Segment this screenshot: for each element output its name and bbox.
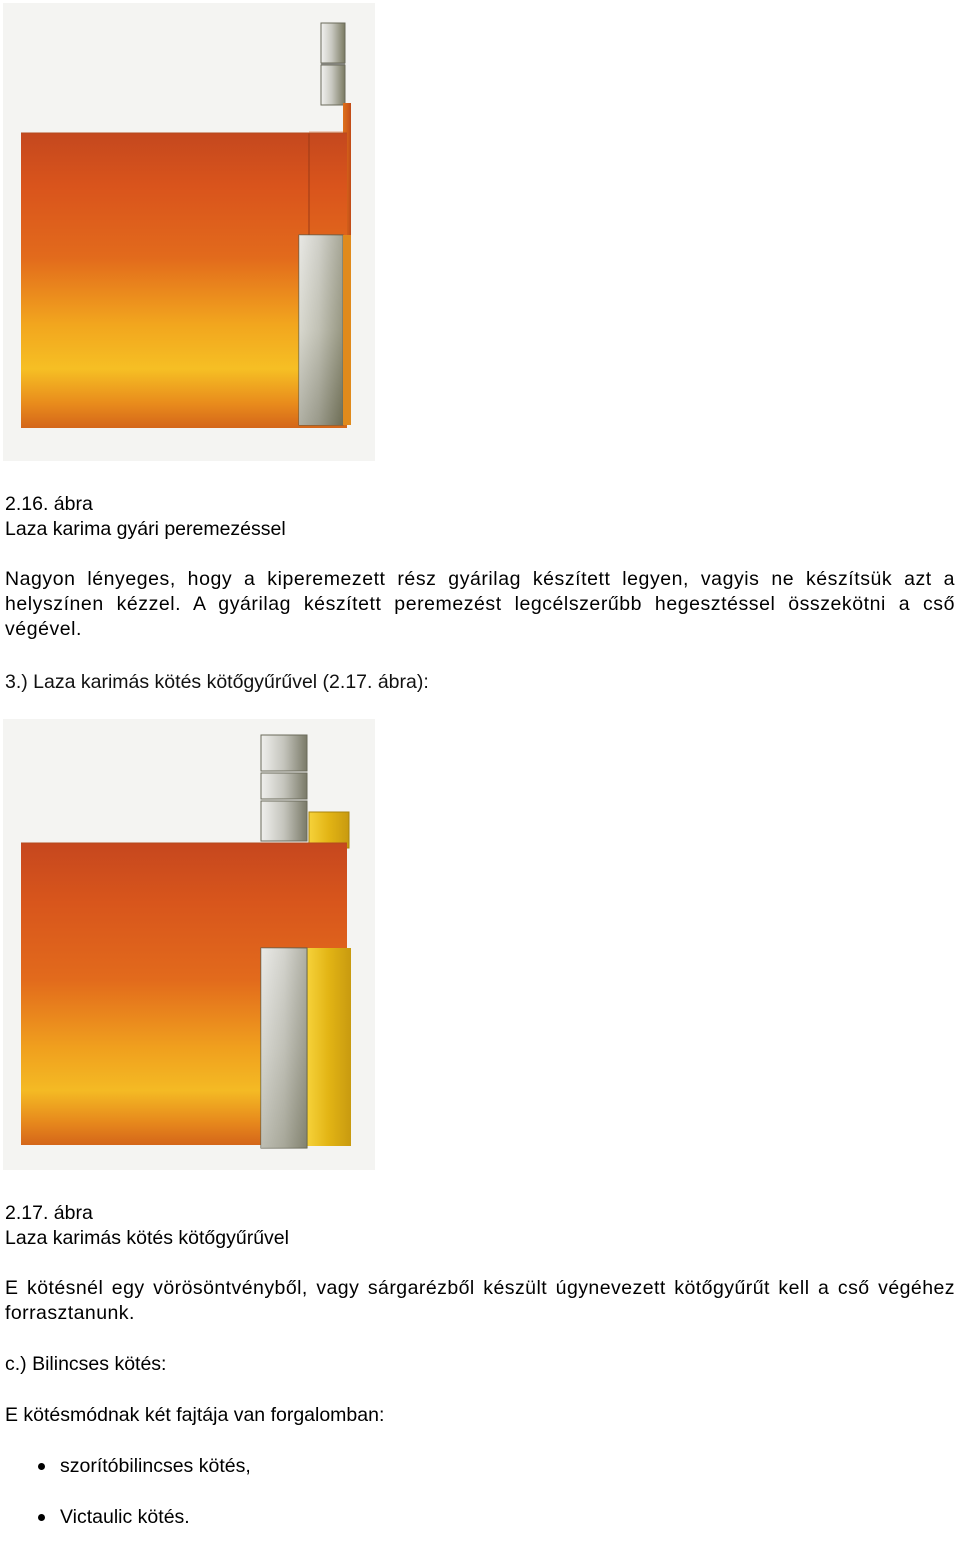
section-c-heading: c.) Bilincses kötés: [5,1353,167,1375]
figure-2-16-caption-title: Laza karima gyári peremezéssel [5,518,286,540]
section-3-heading: 3.) Laza karimás kötés kötőgyűrűvel (2.17. ábra): [5,671,429,693]
figure-2-17-caption-title: Laza karimás kötés kötőgyűrűvel [5,1227,289,1249]
list-item-label: Victaulic kötés. [60,1506,190,1528]
bullet-icon [38,1514,45,1521]
loose-flange-with-joint-ring-illustration [3,719,375,1170]
paragraph-flaring-note: Nagyon lényeges, hogy a kiperemezett rész gyárilag készített legyen, vagyis ne készítsük azt a helyszínen kézzel. A gyárilag készített peremezést legcélszerűbb hegesztéssel összekötni a cső végével. [5,568,955,640]
figure-2-16-image [3,3,375,461]
paragraph-clamp-types-intro: E kötésmódnak két fajtája van forgalomban: [5,1404,385,1426]
list-item-label: szorítóbilincses kötés, [60,1455,251,1477]
bullet-icon [38,1463,45,1470]
figure-2-17-image [3,719,375,1170]
figure-2-17-caption-number: 2.17. ábra [5,1202,93,1224]
paragraph-joint-ring: E kötésnél egy vörösöntvényből, vagy sárgarézből készült úgynevezett kötőgyűrűt kell a cső végéhez forrasztanunk. [5,1277,955,1324]
flared-pipe-flange-illustration [3,3,375,461]
figure-2-16-caption-number: 2.16. ábra [5,493,93,515]
